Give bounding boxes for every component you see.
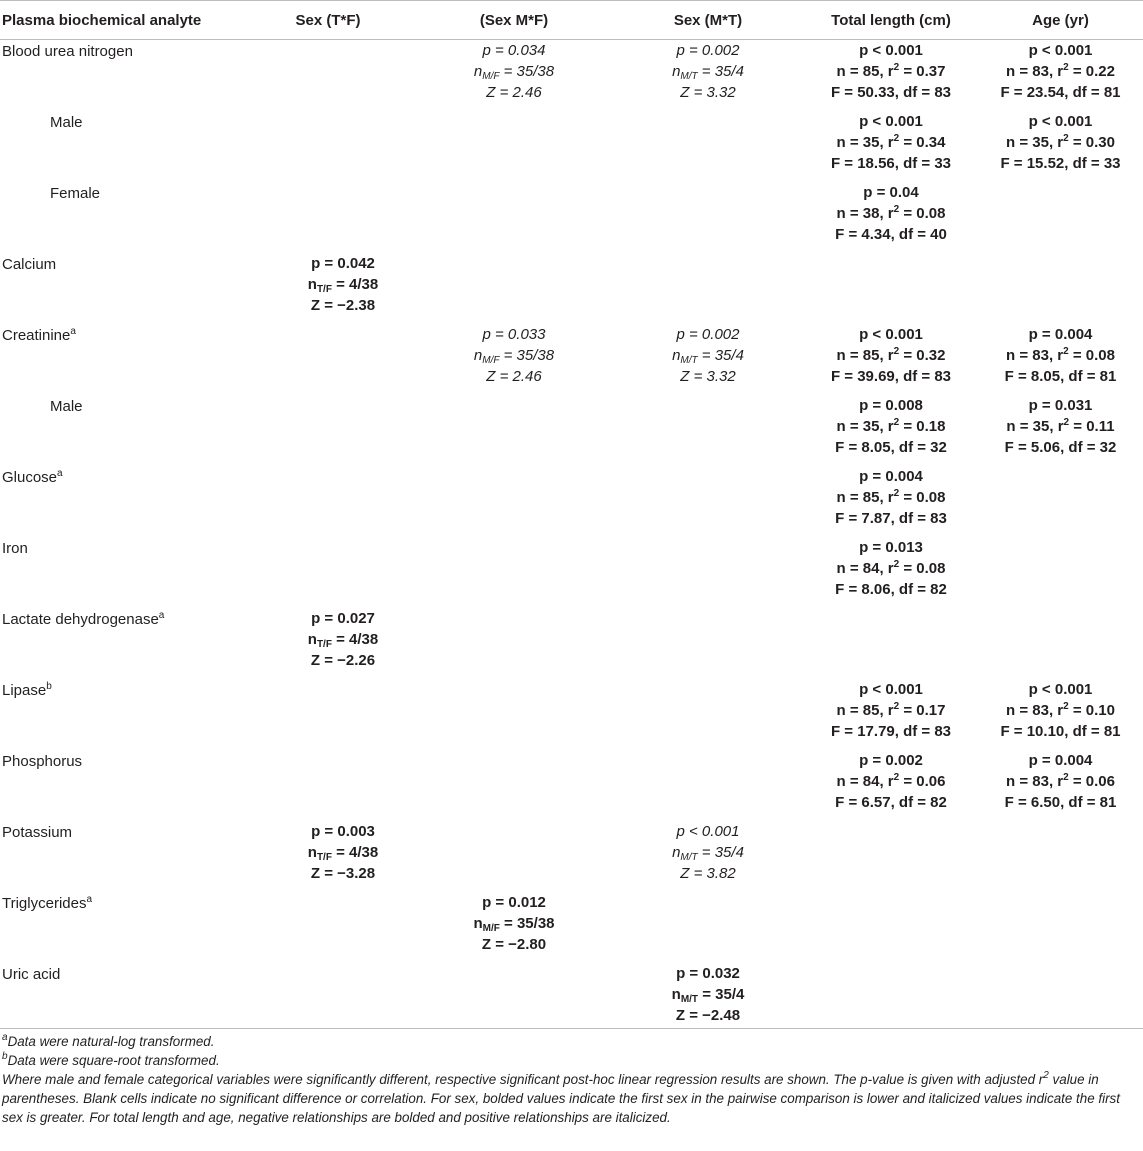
analyte-name: Uric acid [2,965,61,983]
analyte-name: Calcium [2,255,57,273]
stat-cell [416,111,612,182]
stat-cell [240,466,416,537]
analyte-name-cell [0,253,240,324]
stat-cell [978,466,1143,537]
p-value: p < 0.001 [1028,680,1093,698]
footnote-marker: a [57,467,63,479]
stat-cell [240,608,416,679]
analyte-name: Glucose [2,468,58,486]
stat-cell [612,324,804,395]
p-value: p = 0.027 [311,609,375,627]
header-total-length: Total length (cm) [804,1,978,40]
test-statistic: Z = 3.32 [680,367,736,385]
sample-size: n = 85, $r^2 = 0.08$ [836,487,946,506]
test-statistic: F = 39.69, df = 83 [830,367,952,385]
stat-cell [804,963,978,1029]
table-row [0,892,1143,963]
stat-cell [612,963,804,1029]
test-statistic: F = 6.50, df = 81 [1004,793,1117,811]
p-value: p < 0.001 [676,822,740,840]
stat-result [416,40,612,103]
p-value: p = 0.031 [1028,396,1093,414]
analyte-name: Phosphorus [2,752,83,770]
stat-cell [416,40,612,111]
p-value: p = 0.013 [859,538,923,556]
stat-cell [416,182,612,253]
stat-cell [804,111,978,182]
sample-size: $n_{T/F} = 4/38$ [307,843,379,863]
footnote-b-text: Data were square-root transformed. [7,1053,220,1068]
stat-cell [978,892,1143,963]
stat-cell [416,537,612,608]
stat-cell [240,892,416,963]
table-row [0,679,1143,750]
analyte-name: Triglycerides [2,894,87,912]
stat-cell [978,821,1143,892]
p-value: p = 0.002 [859,751,923,769]
stat-result [804,750,978,813]
analyte-name: Female [50,184,101,202]
analyte-name-cell [0,40,240,111]
sample-size: $n_{T/F} = 4/38$ [307,630,379,650]
analyte-name-cell [0,537,240,608]
stat-cell [978,324,1143,395]
stat-cell [804,253,978,324]
stat-cell [804,750,978,821]
test-statistic: F = 23.54, df = 81 [1000,84,1121,101]
analyte-name: Lactate dehydrogenase [2,610,159,628]
test-statistic: F = 8.05, df = 32 [835,438,947,456]
stat-cell [804,537,978,608]
header-sex-mt: Sex (M*T) [612,1,804,40]
p-value: p = 0.004 [1028,325,1093,343]
p-value: p = 0.033 [482,325,546,343]
p-value: p < 0.001 [1028,42,1093,59]
table-row [0,111,1143,182]
stat-result [416,892,612,955]
sample-size: n = 83, $r^2 = 0.10$ [1006,700,1115,719]
sample-size: $n_{M/T} = 35/4$ [672,843,744,863]
analyte-name-cell [0,395,240,466]
sample-size: n = 35, $r^2 = 0.34$ [836,132,946,151]
analyte-name: Lipase [2,681,47,699]
stat-cell [416,750,612,821]
stat-cell [240,40,416,111]
stat-cell [804,40,978,111]
test-statistic: Z = 2.46 [486,84,542,101]
stat-result [978,395,1143,458]
footnote-marker: a [158,609,165,621]
stat-cell [612,466,804,537]
stat-result [612,963,804,1026]
stat-cell [612,821,804,892]
stat-result [270,821,416,884]
stat-cell [416,892,612,963]
analyte-name-cell [0,963,240,1029]
stat-cell [978,40,1143,111]
p-value: p < 0.001 [859,112,923,130]
stat-cell [804,324,978,395]
stat-cell [416,466,612,537]
analyte-name: Male [50,113,83,131]
sample-size: $n_{M/T} = 35/4$ [672,63,744,82]
sample-size: n = 85, $r^2 = 0.37$ [836,62,946,80]
test-statistic: F = 10.10, df = 81 [1000,722,1121,740]
stat-cell [240,324,416,395]
table-row [0,466,1143,537]
stat-cell [804,608,978,679]
stat-result [978,679,1143,742]
stat-cell [804,892,978,963]
table-row [0,750,1143,821]
p-value: p < 0.001 [1028,112,1093,130]
stat-result [270,253,416,316]
stat-cell [612,182,804,253]
stat-cell [416,608,612,679]
analyte-name-cell [0,679,240,750]
test-statistic: Z = −3.28 [310,864,376,882]
test-statistic: Z = −2.26 [310,651,376,669]
sample-size: n = 35, $r^2 = 0.30$ [1006,132,1115,151]
stat-cell [416,324,612,395]
footnote-a [2,1032,1141,1051]
p-value: p = 0.003 [311,822,375,840]
stat-cell [612,892,804,963]
stat-result [804,679,978,742]
footnote-a-mark: a [2,1032,8,1043]
test-statistic: F = 8.05, df = 81 [1004,367,1117,385]
stat-result [804,111,978,174]
sample-size: $n_{T/F} = 4/38$ [307,275,379,295]
stat-cell [612,608,804,679]
p-value: p = 0.042 [311,254,375,272]
test-statistic: F = 5.06, df = 32 [1004,438,1117,456]
stat-cell [978,750,1143,821]
stat-cell [612,750,804,821]
p-value: p = 0.004 [859,467,923,485]
header-row [0,1,1143,40]
test-statistic: F = 17.79, df = 83 [830,722,952,740]
stat-cell [804,395,978,466]
p-value: p = 0.002 [676,42,740,59]
table-row [0,182,1143,253]
sample-size: $n_{M/T} = 35/4$ [672,346,744,366]
table-row [0,395,1143,466]
stat-cell [416,395,612,466]
test-statistic: Z = 2.46 [486,367,542,385]
sample-size: $n_{M/T} = 35/4$ [671,985,745,1005]
stat-result [804,182,978,245]
test-statistic: Z = 3.82 [680,864,736,882]
footnote-b [2,1051,1141,1070]
stat-cell [612,679,804,750]
test-statistic: F = 18.56, df = 33 [830,154,952,172]
stat-cell [612,537,804,608]
stat-result [978,750,1143,813]
stat-cell [978,395,1143,466]
stat-cell [240,537,416,608]
analyte-name-cell [0,750,240,821]
stat-result [804,537,978,600]
stat-cell [978,253,1143,324]
footnote-a-text: Data were natural-log transformed. [7,1034,215,1049]
header-analyte: Plasma biochemical analyte [0,1,240,40]
sample-size: n = 35, $r^2 = 0.18$ [836,416,946,435]
stat-cell [416,821,612,892]
header-age: Age (yr) [978,1,1143,40]
stat-cell [416,679,612,750]
table-row [0,963,1143,1029]
stat-cell [612,40,804,111]
p-value: p = 0.034 [482,42,546,59]
analyte-name-cell [0,466,240,537]
stat-cell [978,111,1143,182]
sample-size: n = 38, $r^2 = 0.08$ [836,203,946,222]
test-statistic: F = 6.57, df = 82 [835,793,947,811]
stat-cell [804,182,978,253]
analyte-name-cell [0,111,240,182]
stat-cell [804,679,978,750]
sample-size: n = 83, $r^2 = 0.22$ [1006,62,1115,80]
analyte-name: Blood urea nitrogen [2,43,133,60]
stat-result [978,40,1143,103]
stat-cell [978,537,1143,608]
test-statistic: F = 8.06, df = 82 [835,580,947,598]
sample-size: $n_{M/F} = 35/38$ [473,346,555,366]
p-value: p < 0.001 [859,42,923,59]
p-value: p < 0.001 [859,325,923,343]
p-value: p = 0.04 [863,183,919,201]
stat-cell [804,821,978,892]
header-sex-tf: Sex (T*F) [240,1,416,40]
p-value: p = 0.004 [1028,751,1093,769]
table-row [0,40,1143,111]
sample-size: n = 83, $r^2 = 0.06$ [1006,771,1115,790]
test-statistic: F = 7.87, df = 83 [835,509,947,527]
table-row [0,324,1143,395]
analyte-name-cell [0,892,240,963]
table-row [0,608,1143,679]
sample-size: n = 35, $r^2 = 0.11$ [1006,416,1115,435]
p-value: p < 0.001 [859,680,923,698]
test-statistic: F = 4.34, df = 40 [835,225,947,243]
stat-cell [240,679,416,750]
table-row [0,253,1143,324]
stat-result [270,608,416,671]
test-statistic: Z = 3.32 [680,84,736,101]
stat-result [804,324,978,387]
stat-cell [612,253,804,324]
stat-result [612,324,804,387]
sample-size: n = 85, $r^2 = 0.17$ [836,700,946,719]
stat-result [804,40,978,103]
stat-result [978,111,1143,174]
p-value: p = 0.008 [859,396,923,414]
footnote-marker: a [70,325,76,337]
footnote-main: Where male and female categorical variables were significantly different, respective significant post-hoc linear regression results are shown. The p-value is given with adjusted $r^2$ value in parentheses. Blank cells indicate no significant difference or correlation. For sex, bolded values indicate the first sex in the pairwise comparison is lower and italicized values indicate the first sex is greater. For total length and age, negative relationships are bolded and positive relationships are italicized. [2,1070,1120,1125]
stat-cell [240,963,416,1029]
footnote-marker: b [46,680,52,692]
table-row [0,537,1143,608]
stat-cell [978,182,1143,253]
stat-cell [978,679,1143,750]
analyte-name-cell [0,182,240,253]
stat-result [804,395,978,458]
analyte-name-cell [0,608,240,679]
stat-cell [240,111,416,182]
sample-size: n = 83, $r^2 = 0.08$ [1006,345,1115,364]
analyte-name: Male [50,397,83,415]
stat-cell [240,821,416,892]
table-row [0,821,1143,892]
stat-result [978,324,1143,387]
stat-cell [804,466,978,537]
table-body [0,40,1143,1029]
analyte-name-cell [0,324,240,395]
stat-result [804,466,978,529]
stat-result [612,821,804,884]
sample-size: n = 84, $r^2 = 0.06$ [836,771,946,790]
analyte-name-cell [0,821,240,892]
stat-result [612,40,804,103]
p-value: p = 0.012 [482,893,546,911]
p-value: p = 0.032 [676,964,740,982]
footnote-marker: a [86,893,93,905]
sample-size: n = 85, $r^2 = 0.32$ [836,345,946,364]
stat-cell [978,608,1143,679]
stat-cell [416,253,612,324]
test-statistic: Z = −2.48 [675,1006,741,1024]
stat-cell [240,395,416,466]
stat-cell [240,253,416,324]
stat-cell [240,750,416,821]
sample-size: n = 84, $r^2 = 0.08$ [836,558,946,577]
analyte-name: Potassium [2,823,73,841]
stat-cell [416,963,612,1029]
analyte-name: Iron [2,539,28,557]
stat-cell [240,182,416,253]
p-value: p = 0.002 [676,325,740,343]
test-statistic: Z = −2.38 [310,296,376,314]
footnotes [0,1029,1143,1127]
analyte-name: Creatinine [2,326,71,344]
stat-cell [612,395,804,466]
sample-size: $n_{M/F} = 35/38$ [473,914,555,934]
stat-cell [978,963,1143,1029]
test-statistic: Z = −2.80 [481,935,547,953]
test-statistic: F = 15.52, df = 33 [1000,154,1121,172]
header-sex-mf: (Sex M*F) [416,1,612,40]
test-statistic: F = 50.33, df = 83 [830,84,952,101]
stat-cell [612,111,804,182]
footnote-b-mark: b [2,1051,8,1062]
sample-size: $n_{M/F} = 35/38$ [473,63,555,82]
stat-result [416,324,612,387]
